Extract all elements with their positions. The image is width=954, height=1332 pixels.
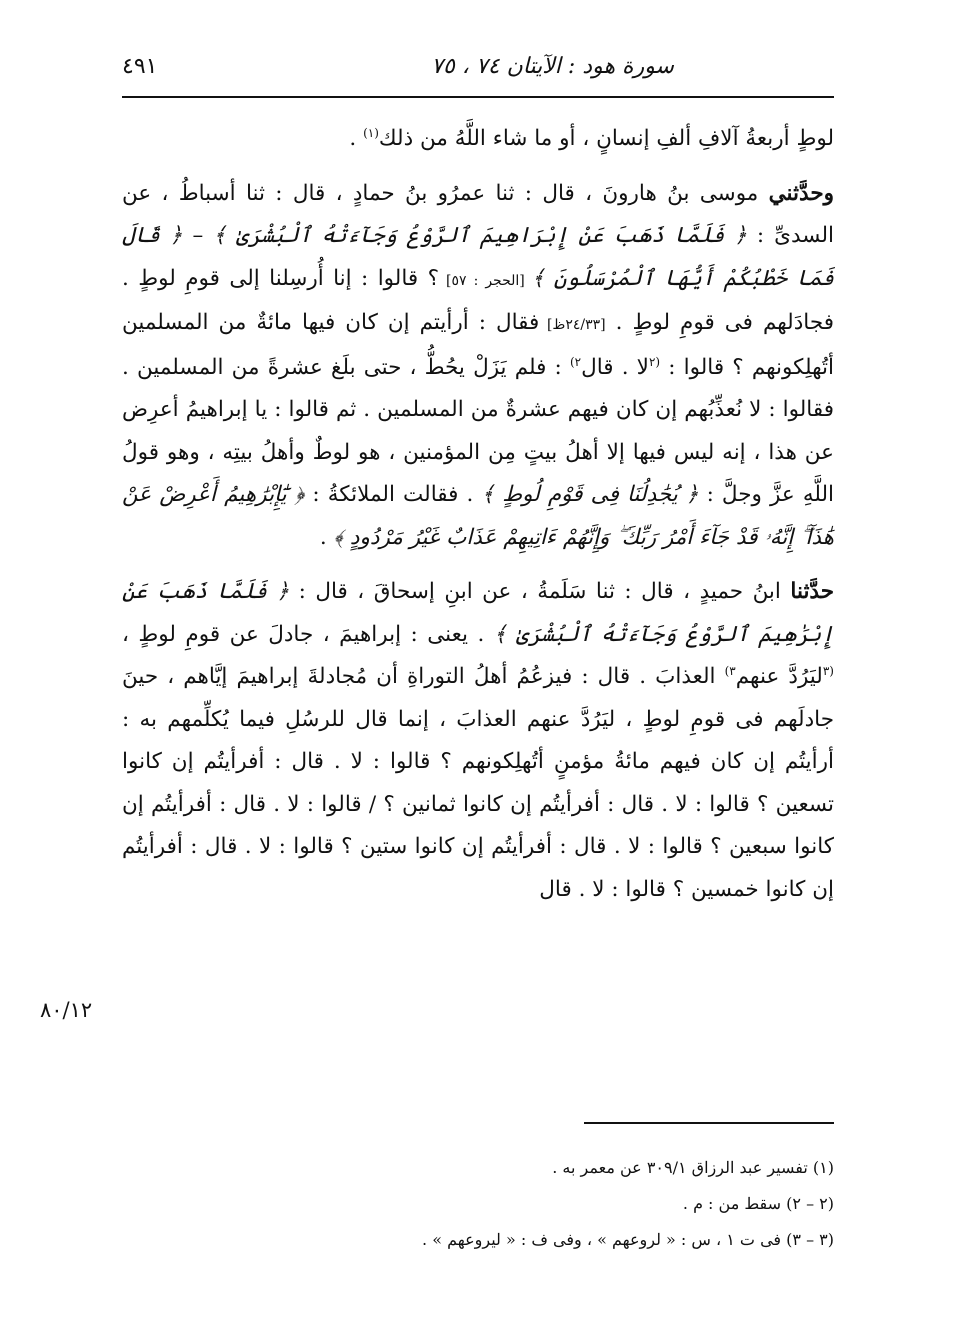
footnote-marker: ٢)	[569, 354, 582, 369]
paragraph-3	[122, 571, 834, 911]
reference: [٢٤/٣٣ظ]	[539, 317, 606, 333]
quran-verse: ﴿ فَلَمَّا ذَهَبَ عَنْ إِبْرَاهِيمَ ٱلرَّوْعُ وَجَآءَتْهُ ٱلْبُشْرَىٰ ﴾	[213, 223, 747, 248]
main-text	[122, 118, 834, 911]
footnote-rule	[584, 1122, 834, 1124]
text-run: العذابَ . قال : فيزعُمُ أهلُ التوراةِ أن مُجادلةَ إبراهيمَ إيَّاهم ، حينَ جادلَهم فى قومِ لوطٍ ، ليَرُدَّ عنهم العذابَ ، إنما قال للرسُلِ فيما يُكلِّمهم به : أرأيتُم إن كان فيهم مائةُ مؤمنٍ أتُهلِكونهم ؟ قالوا : لا . قال : أفرأيتُم إن كانوا تسعين ؟ قالوا : لا . قال : أفرأيتُم إن كانوا ثمانين ؟ / قالوا : لا . قال : أفرأيتُم إن كانوا سبعين ؟ قالوا : لا . قال : أفرأيتُم إن كانوا ستين ؟ قالوا : لا . قال : أفرأيتُم إن كانوا خمسين ؟ قالوا : لا . قال	[122, 664, 834, 902]
quran-verse: ﴿ يُجَٰدِلُنَا فِى قَوْمِ لُوطٍ ﴾	[481, 482, 699, 507]
footnote-3: (٣ – ٣) فى ت ١ ، س : « لروعهم » ، وفى ف : « ليروعهم » .	[422, 1230, 834, 1249]
footnote-2: (٢ – ٢) سقط من : م .	[682, 1194, 834, 1213]
text-run: لوطٍ أربعةُ آلافِ ألفِ إنسانٍ ، أو ما شاء اللَّهُ من ذلك	[378, 126, 834, 151]
text-run: ليَرُدَّ عنهم	[735, 664, 823, 689]
footnote-marker: ٣)	[724, 663, 736, 678]
text-run: . يعنى : إبراهيمَ ، جادلَ عن قومِ لوطٍ ،	[122, 621, 494, 647]
text-run: –	[182, 223, 214, 248]
quran-verse: ﴿ قَالَ فَمَا خَطْبُكُمْ أَيُّهَا ٱلْمُرْسَلُونَ ﴾	[122, 223, 834, 291]
footnote-marker: (٢	[648, 354, 661, 369]
paragraph-2	[122, 173, 834, 560]
text-run: فقال : أرأيتم إن كان فيها مائةٌ من المسلمين أتُهلِكونهم ؟ قالوا :	[122, 310, 834, 380]
text-run: ؟ قالوا : إنا أُرسِلنا إلى قومِ لوطٍ . فجادَلهم فى قومِ لوطٍ .	[122, 265, 835, 335]
page-number: ٤٩١	[122, 54, 158, 79]
text-run: . فقالت الملائكةُ :	[304, 482, 482, 507]
text-run: لا . قال	[581, 354, 649, 380]
text-run: : فلم يَزَلْ يحُطُّ ، حتى بلَغ عشرةً من المسلمين . فقالوا : لا نُعذِّبُهم إن كان فيهم عشرةٌ من المسلمين . ثم قالوا : يا إبراهيمُ أعرِض عن هذا ، إنه ليس فيها إلا أهلُ بيتٍ مِن المؤمنين ، هو لوطٌ وأهلُ بيتِه ، وهو قولُ اللَّهِ عزَّ وجلَّ :	[122, 354, 834, 507]
isnad-lead: وحدَّثني	[768, 180, 834, 206]
quran-verse: ﴿ يَٰٓإِبْرَٰهِيمُ أَعْرِضْ عَنْ هَٰذَآ ۖ إِنَّهُۥ قَدْ جَآءَ أَمْرُ رَبِّكَ ۖ وَإِنَّهُمْ ءَاتِيهِمْ عَذَابٌ غَيْرُ مَرْدُودٍ ﴾	[122, 482, 834, 550]
text-run: ابنُ حميدٍ ، قال : ثنا سَلَمةُ ، عن ابنِ إسحاقَ ، قال :	[289, 579, 791, 604]
footnote-marker: (١)	[363, 125, 379, 140]
reference: [الحجر : ٥٧]	[439, 272, 532, 289]
page-header	[122, 48, 834, 98]
quran-verse: ﴿ فَلَمَّا ذَهَبَ عَنْ إِبْرَٰهِيمَ ٱلرَّوْعُ وَجَآءَتْهُ ٱلْبُشْرَىٰ ﴾	[122, 579, 834, 647]
text-run: .	[349, 126, 364, 151]
running-title: سورة هود : الآيتان ٧٤ ، ٧٥	[431, 54, 674, 79]
text-run: .	[319, 524, 334, 550]
text-run: موسى بنُ هارونَ ، قال : ثنا عمرُو بنُ حمادٍ ، قال : ثنا أسباطُ ، عن السدىِّ :	[122, 180, 834, 248]
footnote-marker: (٣	[822, 663, 834, 678]
header-rule	[122, 96, 834, 98]
paragraph-1	[122, 118, 834, 161]
isnad-lead: حدَّثنا	[790, 579, 835, 604]
margin-page-reference: ٨٠/١٢	[40, 998, 93, 1022]
footnotes	[122, 1150, 834, 1258]
footnote-1: (١) تفسير عبد الرزاق ٣٠٩/١ عن معمر به .	[552, 1158, 834, 1177]
